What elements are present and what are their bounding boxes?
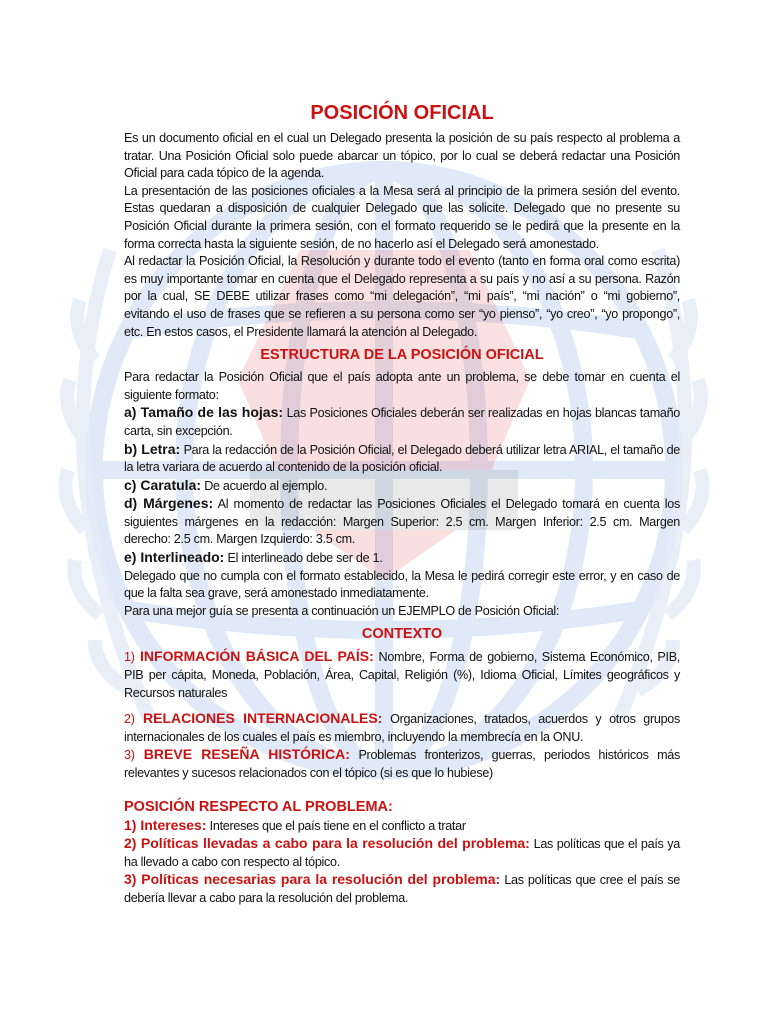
position-item-interests — [124, 817, 680, 836]
context-item-label: BREVE RESEÑA HISTÓRICA: — [134, 746, 350, 763]
document-page — [124, 100, 680, 908]
context-item-basic-info — [124, 648, 680, 702]
structure-closing-2: Para una mejor guía se presenta a continuación un EJEMPLO de Posición Oficial: — [124, 603, 560, 618]
position-item-past-policies — [124, 835, 680, 871]
context-item-international-relations — [124, 710, 680, 746]
structure-item-text: Las Posiciones Oficiales deberán ser realizadas en hojas blancas tamaño carta, sin excepción. — [124, 406, 680, 438]
document-title: POSICIÓN OFICIAL — [310, 102, 494, 124]
structure-item-label: a) Tamaño de las hojas: — [124, 404, 284, 421]
context-item-number: 1) — [124, 650, 135, 665]
intro-paragraph-3: Al redactar la Posición Oficial, la Resolución y durante todo el evento (tanto en forma oral como escrita) es muy importante tomar en cuenta que el Delegado representa a su país y no así a su persona. Razón por la cual, SE DEBE utilizar frases como “mi delegación”, “mi país”, “mi nación” o “mi gobierno”, evitando el uso de frases que se refieren a su persona como ser “yo pienso”, “yo creo”, “yo propongo”, etc. En estos casos, el Presidente llamará la atención al Delegado. — [124, 254, 680, 339]
intro-paragraph-1: Es un documento oficial en el cual un Delegado presenta la posición de su país respecto al problema a tratar. Una Posición Oficial solo puede abarcar un tópico, por lo cual se deberá redactar una Posición Oficial para cada tópico de la agenda. — [124, 131, 680, 181]
position-item-text: Las políticas que el país ya ha llevado a cabo con respecto al tópico. — [124, 837, 681, 869]
context-item-text: Nombre, Forma de gobierno, Sistema Económico, PIB, PIB per cápita, Moneda, Población, Área, Capital, Religión (%), Idioma Oficial, Límites geográficos y Recursos naturales — [124, 650, 681, 700]
structure-item-label: b) Letra: — [124, 440, 181, 457]
structure-item-label: d) Márgenes: — [124, 495, 214, 512]
context-heading: CONTEXTO — [361, 626, 443, 643]
structure-closing-1: Delegado que no cumpla con el formato establecido, la Mesa le pedirá corregir este error, y en caso de que la falta sea grave, será amonestado inmediatamente. — [124, 568, 680, 601]
structure-item-text: Para la redacción de la Posición Oficial, el Delegado deberá utilizar letra ARIAL, el tamaño de la letra variara de acuerdo al contenido de la posición oficial. — [124, 442, 681, 475]
structure-lead: Para redactar la Posición Oficial que el país adopta ante un problema, se debe tomar en cuenta el siguiente formato: — [124, 370, 680, 402]
structure-item-sheet-size — [124, 404, 680, 440]
structure-item-label: e) Interlineado: — [124, 549, 225, 566]
intro-paragraph-2: La presentación de las posiciones oficiales a la Mesa será al principio de la primera sesión del evento. Estas quedaran a disposición de cualquier Delegado que las solicite. Delegado que no presente su Posición Oficial durante la primera sesión, con el formato requerido se le pedirá que la presente en la forma correcta hasta la siguiente sesión, de no hacerlo así el Delegado será amonestado. — [124, 183, 680, 251]
position-item-needed-policies — [124, 871, 680, 907]
context-item-label: RELACIONES INTERNACIONALES: — [134, 710, 383, 727]
position-item-label: 1) Intereses: — [124, 816, 207, 833]
structure-item-text: De acuerdo al ejemplo. — [201, 478, 328, 493]
position-heading: POSICIÓN RESPECTO AL PROBLEMA: — [124, 798, 393, 815]
structure-item-margins — [124, 495, 680, 549]
context-item-text: Organizaciones, tratados, acuerdos y otros grupos internacionales de los cuales el país es miembro, incluyendo la membrecía en la ONU. — [124, 712, 680, 744]
position-item-text: Las políticas que cree el país se debería llevar a cabo para la resolución del problema. — [124, 873, 680, 905]
structure-heading: ESTRUCTURA DE LA POSICIÓN OFICIAL — [260, 347, 544, 364]
context-item-number: 2) — [124, 712, 135, 727]
position-item-text: Intereses que el país tiene en el conflicto a tratar — [206, 818, 466, 833]
context-item-label: INFORMACIÓN BÁSICA DEL PAÍS: — [134, 648, 374, 665]
structure-item-line-spacing — [124, 549, 680, 568]
structure-item-font — [124, 441, 680, 477]
structure-item-text: Al momento de redactar las Posiciones Oficiales el Delegado tomará en cuenta los siguientes márgenes en la redacción: Margen Superior: 2.5 cm. Margen Inferior: 2.5 cm. Margen derecho: 2.5 cm. Margen Izquierdo: 3.5 cm. — [124, 497, 680, 547]
position-item-label: 2) Políticas llevadas a cabo para la resolución del problema: — [124, 835, 530, 852]
structure-item-text: El interlineado debe ser de 1. — [224, 551, 383, 566]
structure-item-label: c) Caratula: — [124, 476, 202, 493]
position-item-label: 3) Políticas necesarias para la resolución del problema: — [124, 871, 501, 888]
context-item-number: 3) — [124, 748, 135, 763]
context-item-history — [124, 746, 680, 782]
context-item-text: Problemas fronterizos, guerras, periodos históricos más relevantes y sucesos relacionados con el tópico (si es que lo hubiese) — [124, 748, 680, 780]
structure-item-cover — [124, 477, 680, 496]
